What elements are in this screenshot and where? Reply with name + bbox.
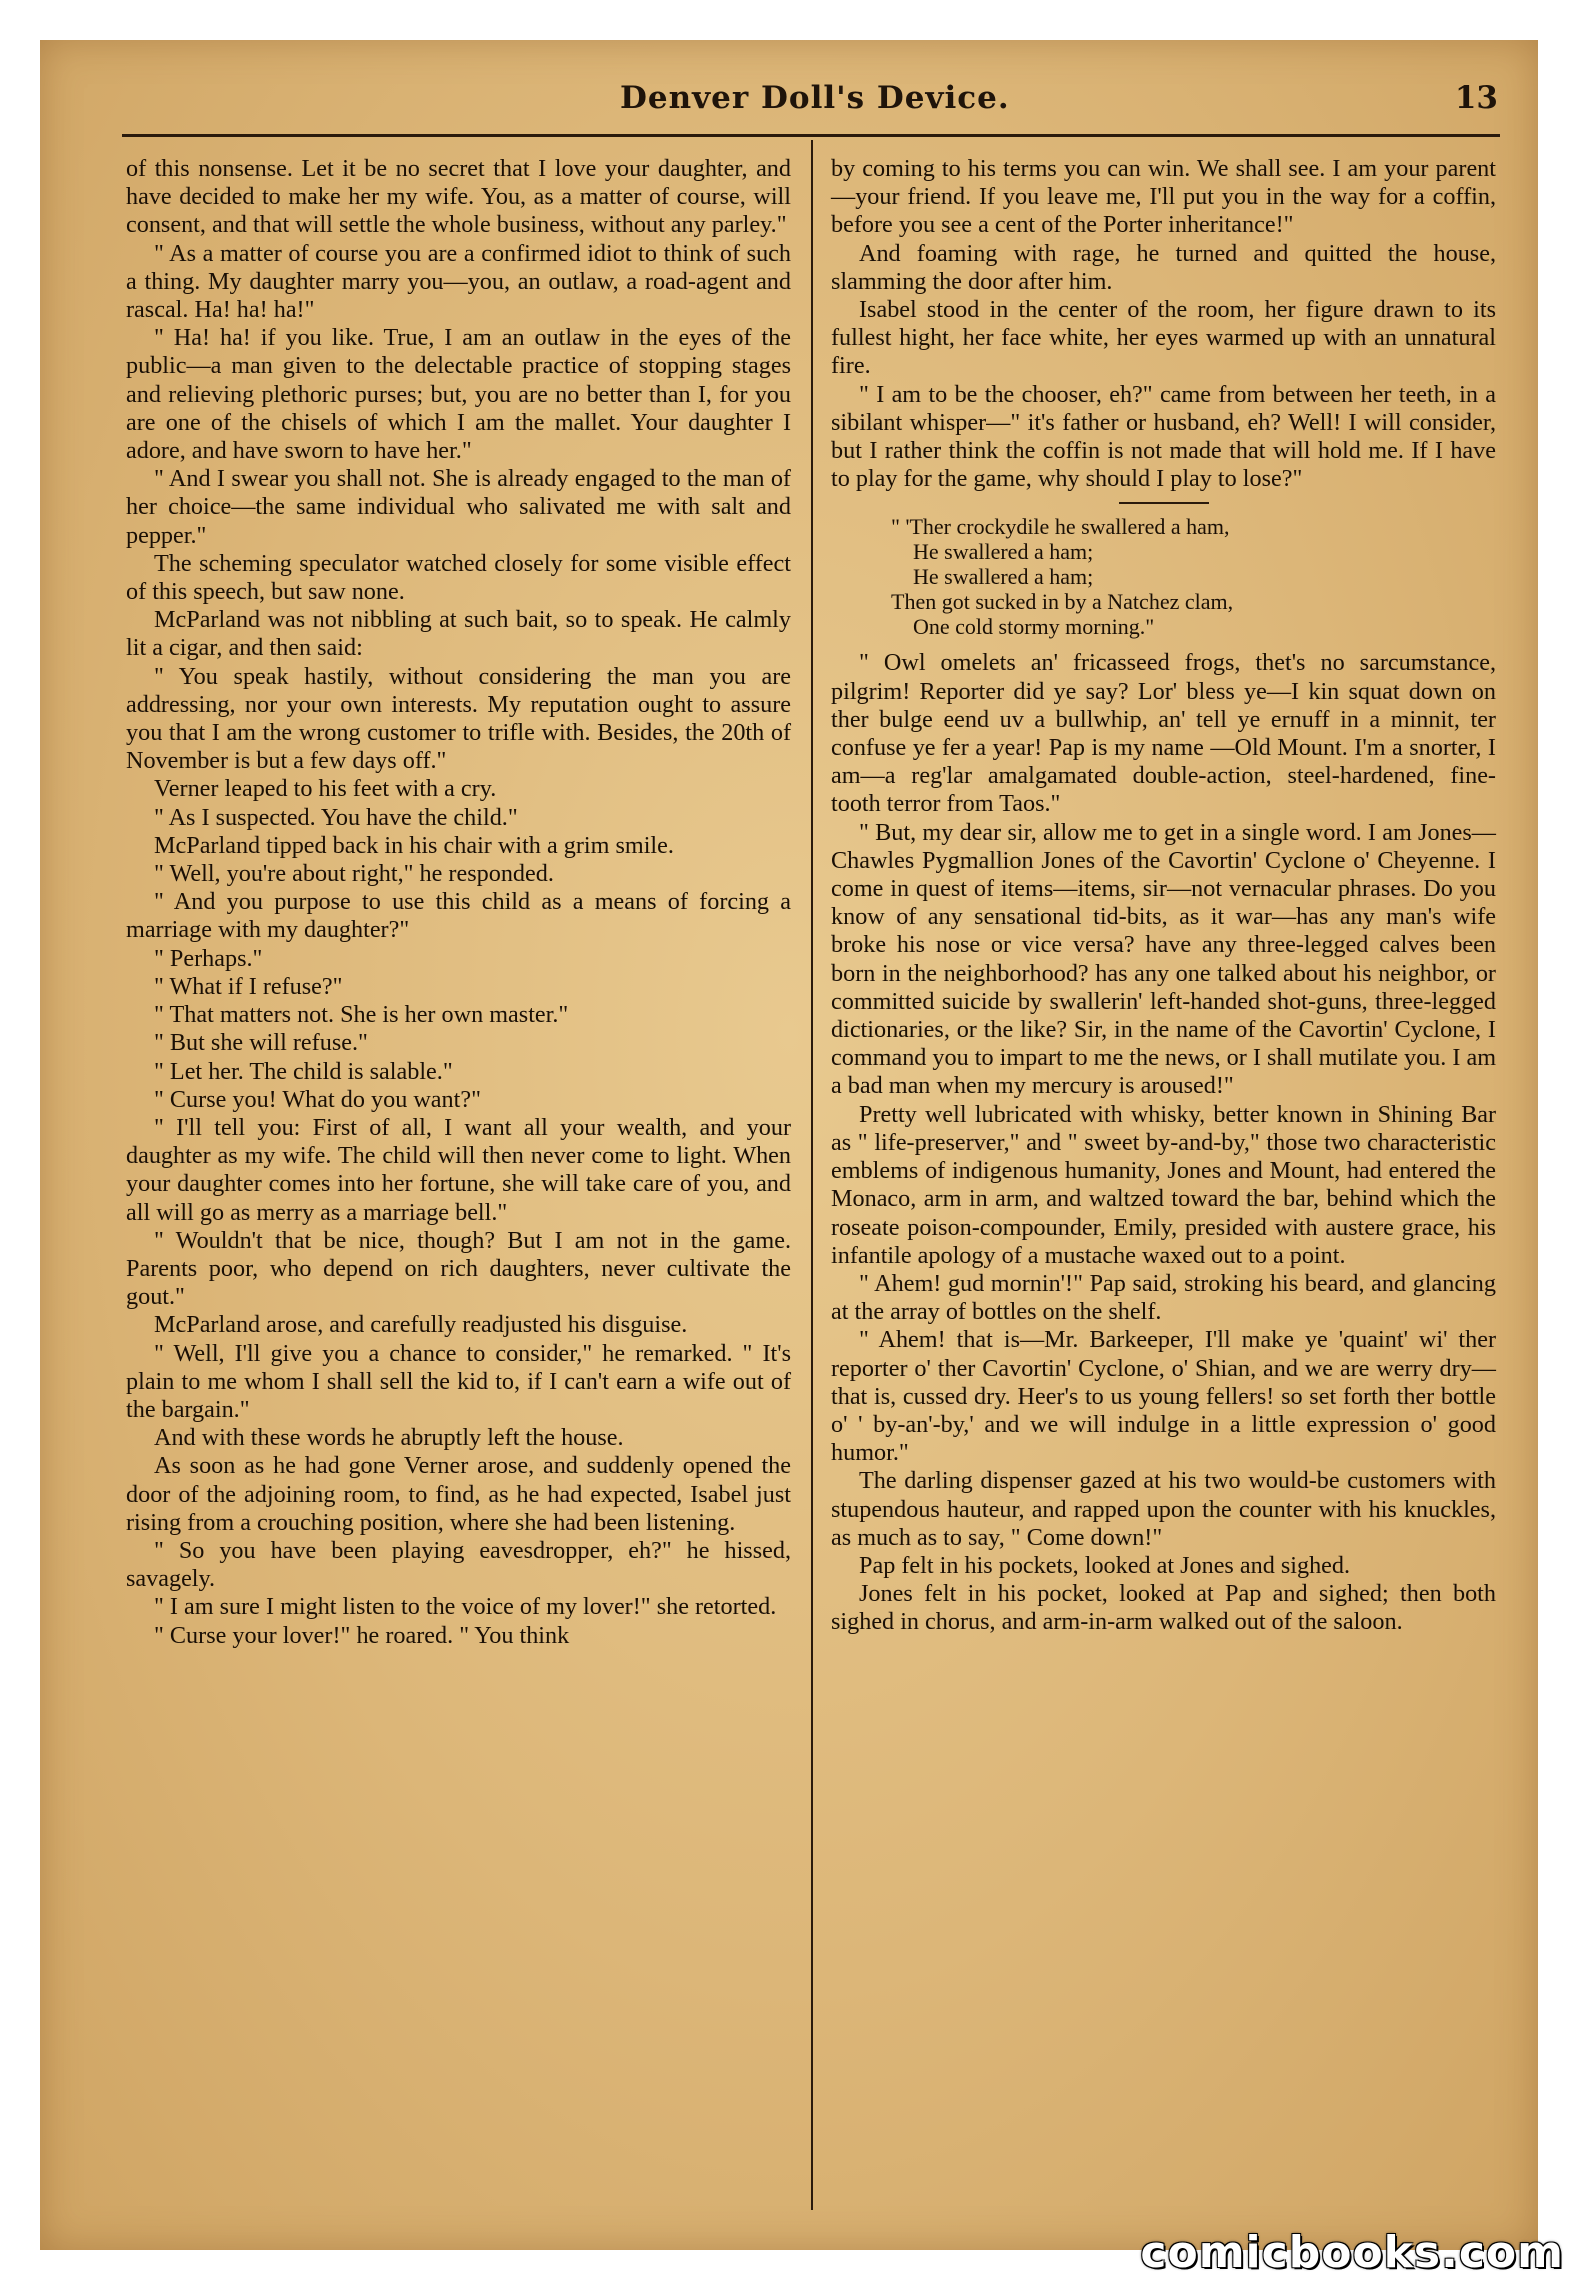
book-page [40,40,1538,2250]
right-column [831,155,1496,1637]
paragraph: " I am sure I might listen to the voice of my lover!" she retorted. [154,1593,777,1621]
poem-line: One cold stormy morning." [913,614,1155,640]
paragraph: Pap felt in his pockets, looked at Jones and sighed. [859,1551,1351,1579]
paragraph: " What if I refuse?" [154,972,343,1000]
paragraph: Verner leaped to his feet with a cry. [154,775,497,803]
watermark-text: comicbooks.com [1140,2227,1564,2278]
paragraph: " Well, I'll give you a chance to consider," he remarked. " It's plain to me whom I shall sell the kid to, if I can't earn a wife out of the bargain." [126,1339,791,1423]
paragraph: " Owl omelets an' fricasseed frogs, thet's no sarcumstance, pilgrim! Reporter did ye say? Lor' bless ye—I kin squat down on ther bulge eend uv a bullwhip, an' tell ye ernuff in a minnit, ter confuse ye fer a year! Pap is my name —Old Mount. I'm a snorter, I am—a reg'lar amalgamated double-action, steel-hardened, fine-tooth terror from Taos." [831,649,1496,818]
paragraph: " Well, you're about right," he responded. [154,860,554,888]
paragraph: McParland was not nibbling at such bait, so to speak. He calmly lit a cigar, and then said: [126,606,791,662]
paragraph: " I'll tell you: First of all, I want all your wealth, and your daughter as my wife. The child will then never come to light. When your daughter comes into her fortune, she will take care of you, and all will go as merry as a marriage bell." [126,1113,791,1226]
poem-rule [1119,502,1209,504]
poem-line: He swallered a ham; [913,539,1094,565]
paragraph: " Let her. The child is salable." [154,1057,453,1085]
paragraph: And foaming with rage, he turned and quitted the house, slamming the door after him. [831,239,1496,295]
paragraph: Jones felt in his pocket, looked at Pap and sighed; then both sighed in chorus, and arm-in-arm walked out of the saloon. [831,1580,1496,1636]
page-header [40,80,1538,130]
column-divider [811,140,813,2210]
poem-verse [891,514,1496,639]
paragraph: And with these words he abruptly left the house. [154,1424,624,1452]
paragraph: " And I swear you shall not. She is already engaged to the man of her choice—the same individual who salivated me with salt and pepper." [126,465,791,549]
paragraph: " I am to be the chooser, eh?" came from between her teeth, in a sibilant whisper—" it's father or husband, eh? Well! I will consider, but I rather think the coffin is not made that will hold me. If I have to play for the game, why should I play to lose?" [831,380,1496,493]
running-title: Denver Doll's Device. [620,80,1010,116]
paragraph: " You speak hastily, without considering the man you are addressing, nor your own interests. My reputation ought to assure you that I am the wrong customer to trifle with. Besides, the 20th of November is but a few days off." [126,662,791,775]
paragraph: " That matters not. She is her own master." [154,1001,569,1029]
paragraph: McParland arose, and carefully readjusted his disguise. [154,1311,688,1339]
paragraph: " Ha! ha! if you like. True, I am an outlaw in the eyes of the public—a man given to the delectable practice of stopping stages and relieving plethoric purses; but, you are no better than I, for you are one of the chisels of which I am the mallet. Your daughter I adore, and have sworn to have her." [126,324,791,465]
paragraph: Pretty well lubricated with whisky, better known in Shining Bar as " life-preserver," and " sweet by-and-by," those two characteristic emblems of indigenous humanity, Jones and Mount, had entered the Monaco, arm in arm, and waltzed toward the bar, behind which the roseate poison-compounder, Emily, presided with austere grace, his infantile apology of a mustache waxed out to a point. [831,1100,1496,1269]
page-number: 13 [1454,80,1498,116]
paragraph: " As a matter of course you are a confirmed idiot to think of such a thing. My daughter marry you—you, an outlaw, a road-agent and rascal. Ha! ha! ha!" [126,239,791,324]
paragraph: The darling dispenser gazed at his two would-be customers with stupendous hauteur, and rapped upon the counter with his knuckles, as much as to say, " Come down!" [831,1467,1496,1551]
left-column [126,155,791,1650]
paragraph: " But, my dear sir, allow me to get in a single word. I am Jones—Chawles Pygmallion Jones of the Cavortin' Cyclone o' Cheyenne. I come in quest of items—items, sir—not vernacular phrases. Do you know of any sensational tid-bits, as it war—has any man's wife broke his nose or vice versa? have any three-legged calves been born in the neighborhood? has any one talked about his neighbor, or committed suicide by swallerin' left-handed shot-guns, three-legged dictionaries, or the like? Sir, in the name of the Cavortin' Cyclone, I command you to impart to me the news, or I shall mutilate you. I am a bad man when my mercury is aroused!" [831,818,1497,1100]
paragraph: " And you purpose to use this child as a means of forcing a marriage with my daughter?" [126,888,791,944]
paragraph: " Perhaps." [154,944,263,972]
paragraph: by coming to his terms you can win. We shall see. I am your parent—your friend. If you leave me, I'll put you in the way for a coffin, before you see a cent of the Porter inheritance!" [831,155,1496,239]
paragraph: " But she will refuse." [154,1029,368,1057]
paragraph: McParland tipped back in his chair with a grim smile. [154,831,674,859]
paragraph: As soon as he had gone Verner arose, and suddenly opened the door of the adjoining room, to find, as he had expected, Isabel just rising from a crouching position, where she had been listening. [126,1452,791,1536]
paragraph: " So you have been playing eavesdropper, eh?" he hissed, savagely. [126,1536,791,1593]
paragraph: Isabel stood in the center of the room, her figure drawn to its fullest hight, her face white, her eyes warmed up with an unnatural fire. [831,296,1496,380]
paragraph: " Curse you! What do you want?" [154,1085,481,1113]
poem-line: " 'Ther crockydile he swallered a ham, [891,514,1230,540]
paragraph: " Wouldn't that be nice, though? But I am not in the game. Parents poor, who depend on rich daughters, never cultivate the gout." [126,1226,791,1311]
paragraph: The scheming speculator watched closely for some visible effect of this speech, but saw none. [126,549,791,606]
poem-line: He swallered a ham; [913,564,1094,590]
paragraph: " Curse your lover!" he roared. " You think [154,1621,570,1649]
paragraph: " Ahem! gud mornin'!" Pap said, stroking his beard, and glancing at the array of bottles on the shelf. [831,1269,1496,1326]
paragraph: of this nonsense. Let it be no secret that I love your daughter, and have decided to make her my wife. You, as a matter of course, will consent, and that will settle the whole business, without any parley." [126,155,791,239]
poem-line: Then got sucked in by a Natchez clam, [891,589,1234,615]
header-rule [122,134,1500,137]
paragraph: " Ahem! that is—Mr. Barkeeper, I'll make ye 'quaint' wi' ther reporter o' ther Cavortin' Cyclone, o' Shian, and we are werry dry—that is, cussed dry. Heer's to us young fellers! so set forth ther bottle o' ' by-an'-by,' and we will indulge in a little expression o' good humor." [831,1326,1496,1467]
paragraph: " As I suspected. You have the child." [154,803,518,831]
